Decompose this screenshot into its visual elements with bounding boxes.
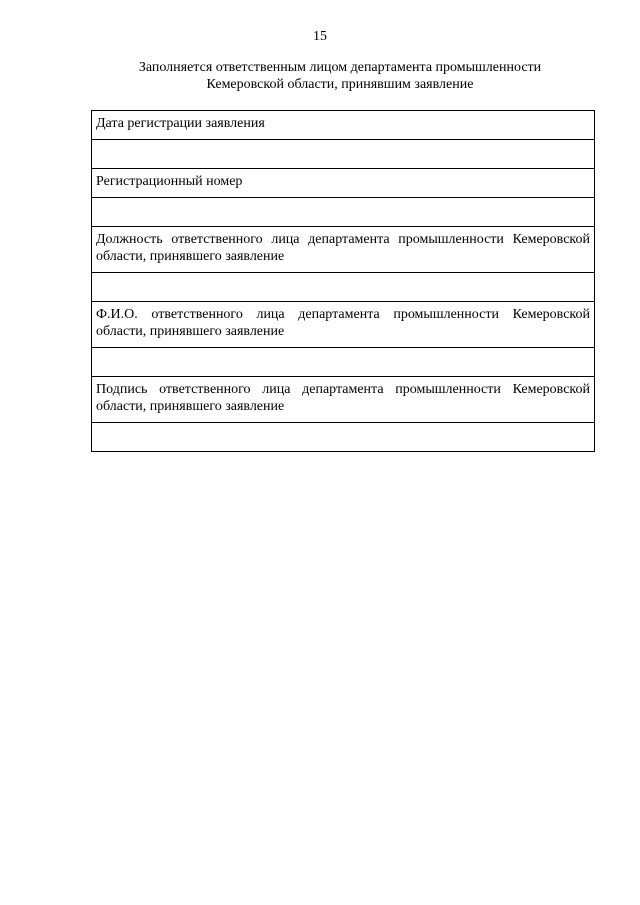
official-full-name-value[interactable] — [92, 348, 595, 377]
official-position-label: Должность ответственного лица департамента промышленности Кемеровской области, принявшего заявление — [92, 227, 595, 273]
field-value-row — [92, 140, 595, 169]
official-full-name-label: Ф.И.О. ответственного лица департамента промышленности Кемеровской области, принявшего заявление — [92, 302, 595, 348]
field-label-row — [92, 111, 595, 140]
field-label-row — [92, 169, 595, 198]
field-label-row — [92, 227, 595, 273]
field-value-row — [92, 423, 595, 452]
field-label-row — [92, 377, 595, 423]
field-value-row — [92, 348, 595, 377]
registration-date-label: Дата регистрации заявления — [92, 111, 595, 140]
form-heading-line-1: Заполняется ответственным лицом департамента промышленности — [138, 60, 542, 75]
page-number: 15 — [313, 29, 327, 44]
field-value-row — [92, 198, 595, 227]
official-signature-label: Подпись ответственного лица департамента промышленности Кемеровской области, принявшего заявление — [92, 377, 595, 423]
form-heading — [100, 59, 580, 93]
registration-date-value[interactable] — [92, 140, 595, 169]
registration-number-label: Регистрационный номер — [92, 169, 595, 198]
field-label-row — [92, 302, 595, 348]
registration-number-value[interactable] — [92, 198, 595, 227]
registration-form-table — [91, 110, 595, 452]
official-position-value[interactable] — [92, 273, 595, 302]
official-signature-value[interactable] — [92, 423, 595, 452]
field-value-row — [92, 273, 595, 302]
form-heading-line-2: Кемеровской области, принявшим заявление — [206, 77, 474, 92]
